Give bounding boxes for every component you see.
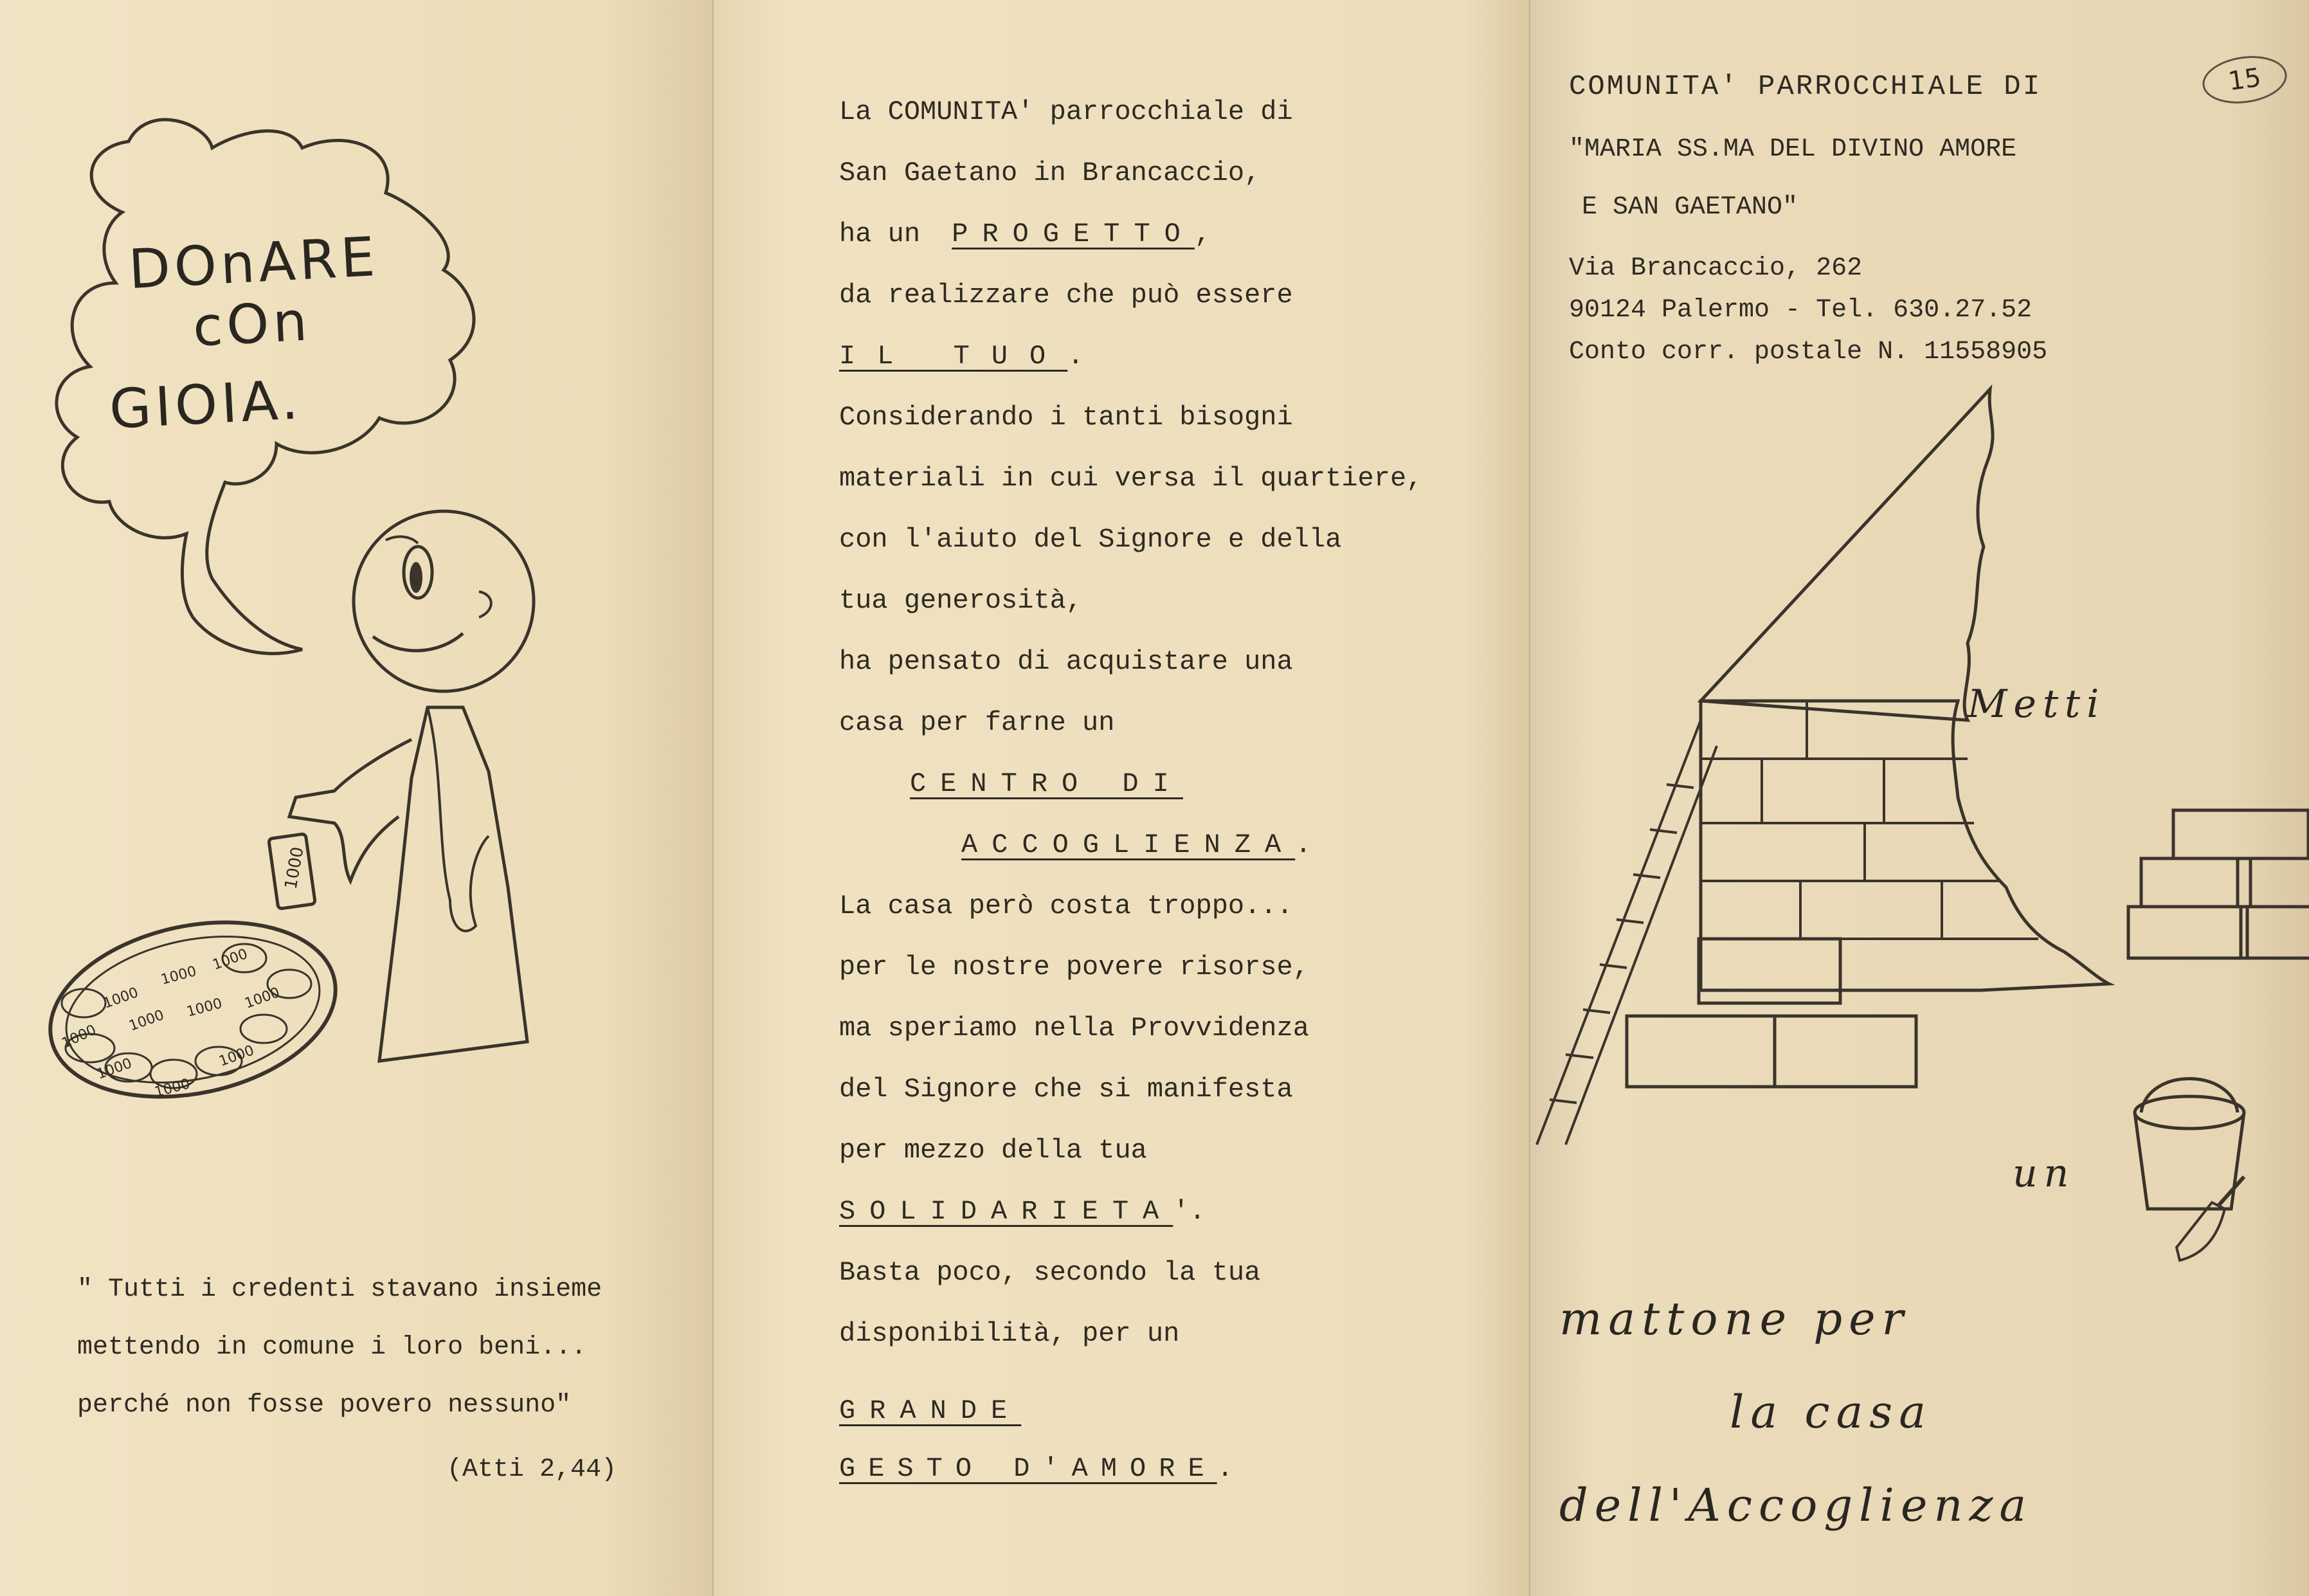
middle-line-23-post: . xyxy=(1217,1453,1233,1484)
middle-line-8: con l'aiuto del Signore e della xyxy=(839,524,1342,555)
note-label: 1000 xyxy=(101,984,141,1012)
note-label: 1000 xyxy=(210,946,250,974)
note-label: 1000 xyxy=(95,1055,134,1083)
middle-line-7: materiali in cui versa il quartiere, xyxy=(839,463,1423,494)
header-line-2: "MARIA SS.MA DEL DIVINO AMORE xyxy=(1569,135,2017,164)
slogan-metti: Metti xyxy=(1968,682,2106,727)
slogan-un: un xyxy=(2013,1151,2076,1196)
note-label: 1000 xyxy=(159,963,199,988)
city-telephone-line: 90124 Palermo - Tel. 630.27.52 xyxy=(1569,296,2033,325)
house-with-ladder-illustration xyxy=(1530,373,2309,1273)
header-line-1: COMUNITA' PARROCCHIALE DI xyxy=(1569,71,2042,103)
middle-line-19 xyxy=(839,1196,1206,1227)
middle-line-20: Basta poco, secondo la tua xyxy=(839,1257,1261,1288)
middle-panel xyxy=(714,0,1530,1596)
header-line-3: E SAN GAETANO" xyxy=(1582,193,1798,222)
word-centro-di: CENTRO DI xyxy=(910,768,1183,799)
middle-line-17: del Signore che si manifesta xyxy=(839,1074,1293,1105)
middle-line-3-post: , xyxy=(1194,219,1211,249)
middle-line-11: casa per farne un xyxy=(839,707,1115,738)
word-progetto: PROGETTO xyxy=(952,219,1195,249)
middle-line-13 xyxy=(961,830,1311,860)
middle-line-5-post: . xyxy=(1067,341,1084,372)
middle-line-23 xyxy=(839,1453,1233,1484)
note-label: 1000 xyxy=(242,984,282,1012)
middle-line-22 xyxy=(839,1395,1021,1426)
quote-line-1: " Tutti i credenti stavano insieme xyxy=(77,1275,602,1304)
note-label: 1000 xyxy=(185,995,224,1020)
left-panel xyxy=(0,0,714,1596)
postal-account-line: Conto corr. postale N. 11558905 xyxy=(1569,338,2048,367)
bubble-line-2: cOn xyxy=(191,289,312,359)
middle-line-21: disponibilità, per un xyxy=(839,1318,1180,1349)
slogan-line-3: dell'Accoglienza xyxy=(1559,1479,2033,1532)
middle-line-13-post: . xyxy=(1295,830,1312,860)
middle-line-15: per le nostre povere risorse, xyxy=(839,952,1309,983)
quote-line-2: mettendo in comune i loro beni... xyxy=(77,1333,587,1362)
word-grande: GRANDE xyxy=(839,1395,1022,1426)
middle-line-12 xyxy=(910,768,1183,799)
middle-line-6: Considerando i tanti bisogni xyxy=(839,402,1293,433)
note-label: 1000 xyxy=(217,1042,257,1070)
bubble-line-3: GIOIA. xyxy=(107,368,303,441)
middle-line-9: tua generosità, xyxy=(839,585,1083,616)
middle-line-5 xyxy=(839,341,1083,372)
middle-line-3-pre: ha un xyxy=(839,219,937,249)
coin-label: 1000 xyxy=(281,845,308,891)
quote-reference: (Atti 2,44) xyxy=(447,1455,617,1484)
speech-bubble-illustration xyxy=(0,0,714,1157)
middle-line-14: La casa però costa troppo... xyxy=(839,891,1293,921)
note-label: 1000 xyxy=(152,1076,192,1101)
middle-line-16: ma speriamo nella Provvidenza xyxy=(839,1013,1309,1044)
word-il-tuo: IL TUO xyxy=(839,341,1068,372)
note-label: 1000 xyxy=(59,1022,99,1052)
slogan-line-1: mattone per xyxy=(1559,1292,1910,1345)
page-number: 15 xyxy=(2200,51,2290,109)
word-gesto-damore: GESTO D'AMORE xyxy=(839,1453,1217,1484)
bubble-line-1: DOnARE xyxy=(127,224,381,302)
middle-line-19-post: '. xyxy=(1173,1196,1206,1227)
slogan-line-2: la casa xyxy=(1730,1386,1932,1438)
word-accoglienza: ACCOGLIENZA xyxy=(961,830,1296,860)
address-line: Via Brancaccio, 262 xyxy=(1569,254,1863,283)
note-label: 1000 xyxy=(127,1007,167,1035)
word-solidarieta: SOLIDARIETA xyxy=(839,1196,1173,1227)
middle-line-1: La COMUNITA' parrocchiale di xyxy=(839,96,1293,127)
middle-line-18: per mezzo della tua xyxy=(839,1135,1147,1166)
middle-line-2: San Gaetano in Brancaccio, xyxy=(839,158,1261,188)
middle-line-3 xyxy=(839,219,1211,249)
middle-line-10: ha pensato di acquistare una xyxy=(839,646,1293,677)
quote-line-3: perché non fosse povero nessuno" xyxy=(77,1391,572,1420)
middle-line-4: da realizzare che può essere xyxy=(839,280,1293,311)
